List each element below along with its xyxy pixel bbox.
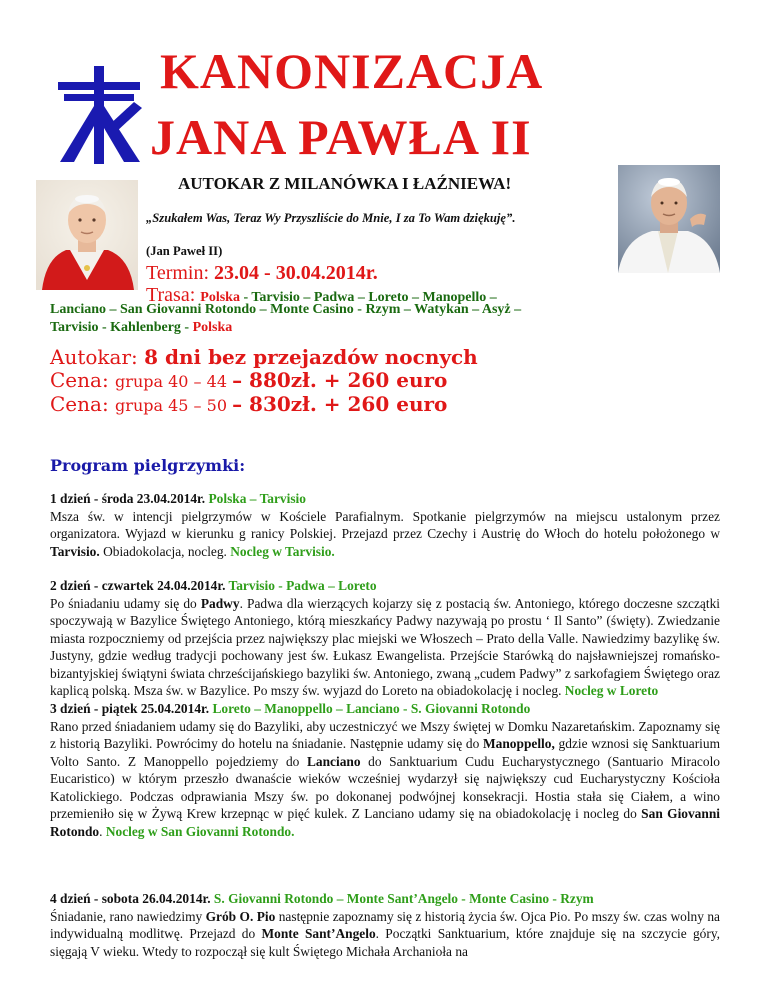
trasa-start: Polska (200, 290, 240, 305)
day-3-bold-a: Manoppello, (483, 736, 555, 751)
cena1-value: – 880zł. + 260 euro (232, 368, 448, 392)
day-2-date: 2 dzień - czwartek 24.04.2014r. (50, 578, 229, 593)
day-3-text-a: Rano przed śniadaniem udamy się do Bazyliki, aby uczestniczyć we Mszy świętej w Domku Nazaretańskim. Zapoznamy się z historią Bazyliki. Powrócimy do hotelu na śniadanie. Następnie udamy się do (50, 718, 720, 751)
trasa-line3-a: Tarvisio - Kahlenberg - (50, 320, 193, 335)
termin-label: Termin: (146, 262, 215, 284)
trasa-line3 (50, 320, 232, 336)
quote: „Szukałem Was, Teraz Wy Przyszliście do Mnie, I za To Wam dziękuję”. (146, 211, 516, 225)
title-line-2: JANA PAWŁA II (150, 109, 532, 165)
program-title: Program pielgrzymki: (50, 456, 246, 475)
autokar-value: 8 dni bez przejazdów nocnych (144, 345, 478, 369)
title-line-1: KANONIZACJA (160, 43, 544, 99)
pope-portrait-image (36, 180, 138, 290)
cena-1 (50, 368, 447, 392)
cena1-label: Cena: (50, 368, 116, 392)
termin (146, 262, 378, 285)
day-4-bold-a: Grób O. Pio (205, 908, 276, 924)
cena2-value: – 830zł. + 260 euro (232, 392, 448, 416)
day-2 (50, 577, 720, 700)
trasa-end: Polska (192, 320, 233, 335)
trasa-line1: - Tarvisio – Padwa – Loreto – Manopello – (239, 290, 497, 305)
day-1-route: Polska – Tarvisio (208, 491, 306, 506)
day-4-text-a: Śniadanie, rano nawiedzimy (50, 908, 206, 924)
day-4-date: 4 dzień - sobota 26.04.2014r. (50, 891, 214, 906)
day-2-text-a: Po śniadaniu udamy się do (50, 595, 201, 611)
trasa-line2: Lanciano – San Giovanni Rotondo – Monte Casino - Rzym – Watykan – Asyż – (50, 302, 522, 317)
day-3-bold-b: Lanciano (306, 753, 361, 769)
autokar-label: Autokar: (50, 345, 145, 369)
day-1-text-2: Obiadokolacja, nocleg. (99, 543, 231, 559)
day-3 (50, 700, 720, 840)
day-3-text-b: gdzie wznosi się Sanktuarium Volto Santo. Z Manoppello pojedziemy do (50, 736, 720, 769)
day-3-text-c: do Sanktuarium Cudu Eucharystycznego (Santuario Miracolo Eucaristico) w którym przeszło dwanaście wieków wcześniej wydarzył się największy cud Eucharystyczny Kościoła Katolickiego. Podczas odprawiania Mszy św. po dokonanej podwójnej konsekracji. Hostia stała się Ciałem, a wino przemieniło się w Żywą Krew krzepnąc w pięć kulek. Z Lanciano udamy się na obiadokolację i nocleg do (50, 753, 720, 821)
cross-logo-icon (50, 66, 148, 164)
cena2-group: grupa 45 – 50 (115, 396, 233, 415)
pope-photo-image (618, 165, 720, 273)
quote-author: (Jan Paweł II) (146, 244, 223, 258)
trasa-label: Trasa: (146, 284, 201, 306)
day-1-text: Msza św. w intencji pielgrzymów w Kościele Parafialnym. Spotkanie pielgrzymów na miejscu ustalonym przez organizatora. Wyjazd w kierunku g ranicy Polskiej. Przejazd przez Czechy i Austrię do Włoch do hotelu położonego w (50, 508, 720, 541)
day-1-nocleg: Nocleg w Tarvisio. (230, 543, 335, 559)
day-1-bold: Tarvisio. (50, 543, 100, 559)
cena2-label: Cena: (50, 392, 116, 416)
day-2-bold-a: Padwy (200, 595, 240, 611)
day-3-route: Loreto – Manoppello – Lanciano - S. Giovanni Rotondo (212, 701, 531, 716)
day-2-route: Tarvisio - Padwa – Loreto (228, 578, 377, 593)
day-4-text-b: następnie zapoznamy się z historią życia św. Ojca Pio. Po mszy św. czas wolny na indywidualną modlitwę. Przejazd do (50, 908, 720, 941)
autokar (50, 345, 478, 369)
day-4-route: S. Giovanni Rotondo – Monte Sant’Angelo - Monte Casino - Rzym (213, 891, 594, 906)
day-2-text-b: . Padwa dla wierzących kojarzy się z postacią św. Antoniego, którego doczesne szczątki spoczywają w Bazylice Świętego Antoniego, którą mieszkańcy Padwy nazywają po prostu ‘ Il Santo” (święty). Zwiedzanie miasta rozpoczniemy od przejścia przez największy plac miejski we Włoszech – Prato della Valle. Nawiedzimy bazylikę św. Justyny, gdzie według tradycji pochowany jest św. Łukasz Ewangelista. Przejście Starówką do najsławniejszej romańsko-bizantyjskiej świątyni świata chrześcijańskiego bazyliki św. Antoniego, zwaną „cudem Padwy” z sarkofagiem Świętego oraz kaplicą polską. Msza św. w Bazylice. Po mszy św. wyjazd do Loreto na obiadokolację i nocleg. (50, 595, 720, 698)
day-1-heading (50, 490, 720, 508)
day-2-heading (50, 577, 720, 595)
day-4-text-c: . Początki Sanktuarium, które znajduje się na szczycie góry, sięgają V wieku. Wtedy to rozpoczął się kult Świętego Michała Archanioła na (50, 926, 720, 959)
cena1-group: grupa 40 – 44 (115, 372, 233, 391)
day-2-nocleg: Nocleg w Loreto (564, 683, 659, 698)
subtitle: AUTOKAR Z MILANÓWKA I ŁAŹNIEWA! (178, 174, 512, 193)
day-1-date: 1 dzień - środa 23.04.2014r. (50, 491, 209, 506)
termin-value: 23.04 - 30.04.2014r. (214, 262, 378, 284)
day-3-bold-c: San Giovanni Rotondo (50, 806, 720, 839)
day-3-heading (50, 700, 720, 718)
day-4 (50, 890, 720, 960)
day-4-heading (50, 890, 720, 908)
day-3-nocleg: Nocleg w San Giovanni Rotondo. (105, 823, 295, 839)
day-1 (50, 490, 720, 560)
day-3-text-d: . (99, 823, 106, 839)
cena-2 (50, 392, 447, 416)
day-3-date: 3 dzień - piątek 25.04.2014r. (50, 701, 213, 716)
day-4-bold-b: Monte Sant’Angelo (261, 926, 376, 941)
